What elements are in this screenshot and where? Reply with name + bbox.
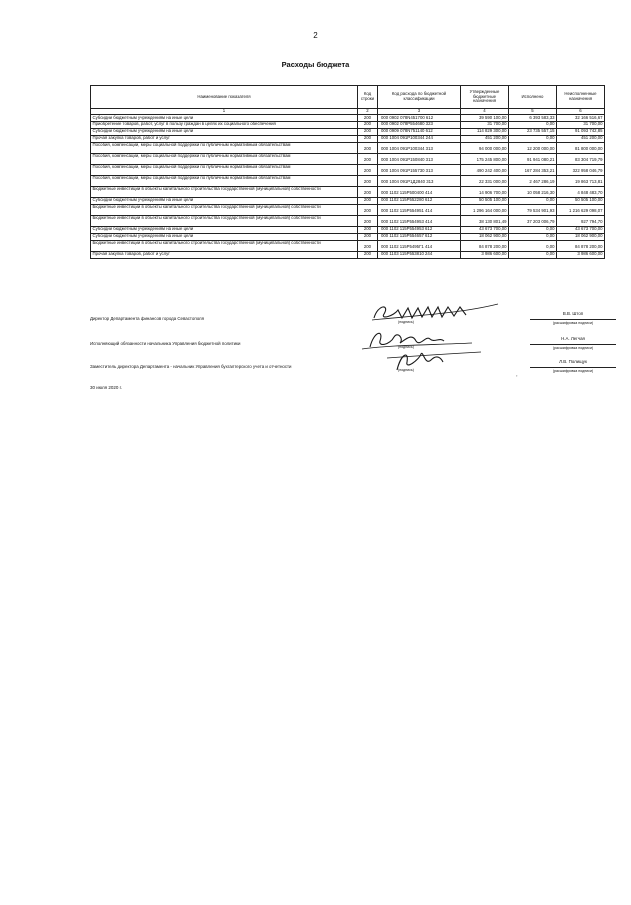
row-unexecuted-cell: 1 216 629 098,07 (557, 204, 605, 215)
row-kbk-cell: 000 1102 115P554657 612 (378, 233, 461, 240)
row-unexecuted-cell: 451 200,00 (557, 135, 605, 142)
row-line-code-cell: 200 (358, 121, 378, 128)
row-executed-cell: 12 200 000,00 (509, 142, 557, 153)
row-line-code-cell: 200 (358, 153, 378, 164)
row-unexecuted-cell: 31 700,00 (557, 121, 605, 128)
row-executed-cell: 0,00 (509, 240, 557, 251)
row-approved-cell: 22 331 000,00 (461, 175, 509, 186)
row-name-cell: Прочая закупка товаров, работ и услуг (91, 135, 358, 142)
header-executed: Исполнено (509, 86, 557, 109)
table-header-row (91, 86, 605, 109)
row-executed-cell: 2 467 286,19 (509, 175, 557, 186)
column-number: 2 (358, 109, 378, 115)
row-line-code-cell: 200 (358, 135, 378, 142)
row-name-cell: Пособия, компенсации, меры социальной поддержки по публичным нормативным обязательствам (91, 175, 358, 186)
row-kbk-cell: 000 1004 091P100344 244 (378, 135, 461, 142)
row-executed-cell: 0,00 (509, 226, 557, 233)
row-kbk-cell: 000 1004 091P155730 313 (378, 164, 461, 175)
column-number: 6 (557, 109, 605, 115)
signer-role: Директор Департамента финансов города Севастополя (90, 316, 204, 321)
row-approved-cell: 3 986 600,00 (461, 251, 509, 258)
column-number: 3 (378, 109, 461, 115)
table-row (91, 226, 605, 233)
report-title: Расходы бюджета (281, 60, 350, 69)
page-number: 2 (313, 31, 318, 40)
row-kbk-cell: 000 1102 115P554953 414 (378, 215, 461, 226)
column-number: 5 (509, 109, 557, 115)
signer-name: Л.В. Полищук (559, 359, 587, 364)
row-line-code-cell: 200 (358, 142, 378, 153)
row-executed-cell: 0,00 (509, 233, 557, 240)
column-number: 1 (91, 109, 358, 115)
row-line-code-cell: 200 (358, 115, 378, 122)
row-kbk-cell: 000 1103 115P553810 244 (378, 251, 461, 258)
row-kbk-cell: 000 1102 115P554953 612 (378, 226, 461, 233)
signer-name: В.В. Штоп (562, 311, 584, 316)
row-approved-cell: 175 245 800,00 (461, 153, 509, 164)
row-name-cell: Бюджетные инвестиции в объекты капитального строительства государственной (муниципальной) собственности (91, 215, 358, 226)
table-row (91, 115, 605, 122)
row-line-code-cell: 200 (358, 215, 378, 226)
row-executed-cell: 0,00 (509, 121, 557, 128)
row-name-cell: Прочая закупка товаров, работ и услуг (91, 251, 358, 258)
table-row (91, 215, 605, 226)
row-kbk-cell: 000 1004 091P1Д2840 313 (378, 175, 461, 186)
header-kbk-code: Код расхода по бюджетной классификации (378, 86, 461, 109)
row-kbk-cell: 000 1102 115P552280 612 (378, 197, 461, 204)
corner-mark: , (516, 372, 518, 378)
table-row (91, 164, 605, 175)
expenses-table (90, 85, 605, 259)
row-executed-cell: 0,00 (509, 135, 557, 142)
table-row (91, 240, 605, 251)
row-line-code-cell: 200 (358, 186, 378, 197)
signature-caption: (подпись) (398, 320, 414, 324)
row-approved-cell: 14 906 700,00 (461, 186, 509, 197)
table-row (91, 233, 605, 240)
name-caption: (расшифровка подписи) (530, 367, 616, 373)
row-line-code-cell: 200 (358, 251, 378, 258)
row-approved-cell: 18 062 900,00 (461, 233, 509, 240)
signature-caption: (подпись) (398, 345, 414, 349)
header-unexecuted: Неисполненные назначения (557, 86, 605, 109)
row-executed-cell: 0,00 (509, 251, 557, 258)
table-row (91, 121, 605, 128)
header-line-code: Код строки (358, 86, 378, 109)
row-unexecuted-cell: 322 958 046,79 (557, 164, 605, 175)
row-line-code-cell: 200 (358, 240, 378, 251)
row-executed-cell: 167 284 353,21 (509, 164, 557, 175)
row-line-code-cell: 200 (358, 233, 378, 240)
row-line-code-cell: 200 (358, 226, 378, 233)
row-line-code-cell: 200 (358, 164, 378, 175)
row-name-cell: Пособия, компенсации, меры социальной поддержки по публичным нормативным обязательствам (91, 164, 358, 175)
row-name-cell: Пособия, компенсации, меры социальной поддержки по публичным нормативным обязательствам (91, 142, 358, 153)
table-row (91, 175, 605, 186)
row-approved-cell: 1 296 164 000,00 (461, 204, 509, 215)
header-approved: Утвержденные бюджетные назначения (461, 86, 509, 109)
row-name-cell: Пособия, компенсации, меры социальной поддержки по публичным нормативным обязательствам (91, 153, 358, 164)
row-kbk-cell: 000 0902 078N451700 612 (378, 115, 461, 122)
signer-role: Исполняющий обязанности начальника Управления бюджетной политики (90, 341, 241, 346)
row-unexecuted-cell: 81 800 000,00 (557, 142, 605, 153)
signer-role: Заместитель директора Департамента - начальник Управления бухгалтерского учета и отчетности (90, 364, 292, 369)
table-row (91, 153, 605, 164)
row-unexecuted-cell: 84 878 200,00 (557, 240, 605, 251)
row-name-cell: Субсидии бюджетным учреждениям на иные цели (91, 226, 358, 233)
row-kbk-cell: 000 1102 115P5495Г1 414 (378, 240, 461, 251)
row-executed-cell: 91 941 080,21 (509, 153, 557, 164)
row-unexecuted-cell: 83 304 719,79 (557, 153, 605, 164)
table-row (91, 197, 605, 204)
row-approved-cell: 50 505 100,00 (461, 197, 509, 204)
row-unexecuted-cell: 4 848 483,70 (557, 186, 605, 197)
header-indicator-name: Наименование показателя (91, 86, 358, 109)
row-approved-cell: 39 590 100,00 (461, 115, 509, 122)
table-body (91, 115, 605, 259)
row-line-code-cell: 200 (358, 204, 378, 215)
row-name-cell: Субсидии бюджетным учреждениям на иные цели (91, 233, 358, 240)
row-name-cell: Субсидии бюджетным учреждениям на иные цели (91, 197, 358, 204)
row-line-code-cell: 200 (358, 175, 378, 186)
row-approved-cell: 94 000 000,00 (461, 142, 509, 153)
row-approved-cell: 84 878 200,00 (461, 240, 509, 251)
table-row (91, 251, 605, 258)
row-unexecuted-cell: 18 062 900,00 (557, 233, 605, 240)
name-caption: (расшифровка подписи) (530, 319, 616, 325)
row-kbk-cell: 000 1004 091P100344 313 (378, 142, 461, 153)
row-approved-cell: 43 673 700,00 (461, 226, 509, 233)
row-kbk-cell: 000 0909 078N751140 612 (378, 128, 461, 135)
table-row (91, 204, 605, 215)
row-executed-cell: 79 534 901,93 (509, 204, 557, 215)
row-unexecuted-cell: 3 986 600,00 (557, 251, 605, 258)
handwritten-signature-1 (368, 302, 508, 326)
row-kbk-cell: 000 1102 115P500400 414 (378, 186, 461, 197)
row-approved-cell: 38 130 801,49 (461, 215, 509, 226)
table-row (91, 186, 605, 197)
row-line-code-cell: 200 (358, 197, 378, 204)
signature-caption: (подпись) (398, 368, 414, 372)
row-executed-cell: 0,00 (509, 197, 557, 204)
row-unexecuted-cell: 927 794,70 (557, 215, 605, 226)
row-approved-cell: 114 829 300,00 (461, 128, 509, 135)
row-name-cell: Бюджетные инвестиции в объекты капитального строительства государственной (муниципальной) собственности (91, 240, 358, 251)
signer-name: Н.А. Легчая (561, 336, 585, 341)
row-kbk-cell: 000 1004 091P150840 313 (378, 153, 461, 164)
row-name-cell: Бюджетные инвестиции в объекты капитального строительства государственной (муниципальной) собственности (91, 204, 358, 215)
column-number: 4 (461, 109, 509, 115)
table-row (91, 135, 605, 142)
row-name-cell: Бюджетные инвестиции в объекты капитального строительства государственной (муниципальной) собственности (91, 186, 358, 197)
row-executed-cell: 10 058 216,30 (509, 186, 557, 197)
row-approved-cell: 451 200,00 (461, 135, 509, 142)
table-row (91, 128, 605, 135)
row-kbk-cell: 000 0902 078P554680 323 (378, 121, 461, 128)
row-unexecuted-cell: 19 863 713,81 (557, 175, 605, 186)
row-name-cell: Субсидии бюджетным учреждениям на иные цели (91, 128, 358, 135)
row-name-cell: Приобретение товаров, работ, услуг в пользу граждан в целях их социального обеспечения (91, 121, 358, 128)
report-date: 30 июля 2020 г. (90, 385, 122, 390)
row-kbk-cell: 000 1102 115P554951 414 (378, 204, 461, 215)
row-unexecuted-cell: 91 093 742,85 (557, 128, 605, 135)
name-caption: (расшифровка подписи) (530, 344, 616, 350)
row-unexecuted-cell: 32 166 516,67 (557, 115, 605, 122)
row-executed-cell: 23 735 557,15 (509, 128, 557, 135)
row-line-code-cell: 200 (358, 128, 378, 135)
row-unexecuted-cell: 43 673 700,00 (557, 226, 605, 233)
row-executed-cell: 37 203 006,79 (509, 215, 557, 226)
row-approved-cell: 31 700,00 (461, 121, 509, 128)
row-approved-cell: 490 242 400,00 (461, 164, 509, 175)
row-name-cell: Субсидии бюджетным учреждениям на иные цели (91, 115, 358, 122)
row-executed-cell: 6 393 583,33 (509, 115, 557, 122)
table-row (91, 142, 605, 153)
row-unexecuted-cell: 50 505 100,00 (557, 197, 605, 204)
